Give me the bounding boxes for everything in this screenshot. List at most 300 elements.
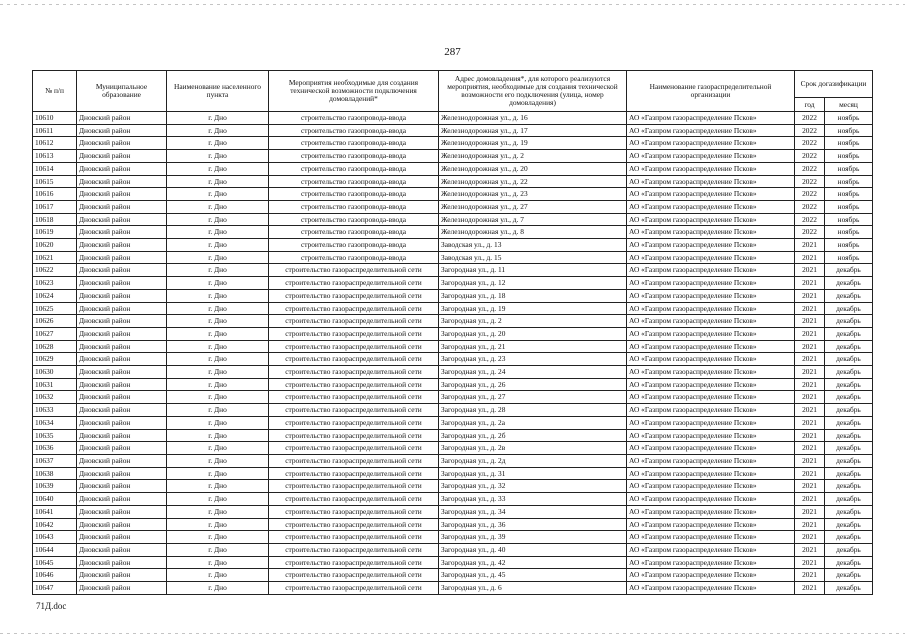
cell-settlement: г. Дно	[167, 391, 269, 404]
table-row	[33, 391, 873, 404]
table-row	[33, 442, 873, 455]
cell-settlement: г. Дно	[167, 226, 269, 239]
cell-month: декабрь	[825, 582, 873, 595]
cell-org: АО «Газпром газораспределение Псков»	[627, 454, 795, 467]
cell-num: 10639	[33, 480, 77, 493]
header-org: Наименование газораспределительной организации	[627, 71, 795, 112]
header-month: месяц	[825, 98, 873, 112]
table-row	[33, 366, 873, 379]
cell-municipality: Дновский район	[77, 213, 167, 226]
cell-org: АО «Газпром газораспределение Псков»	[627, 264, 795, 277]
cell-org: АО «Газпром газораспределение Псков»	[627, 188, 795, 201]
page-number: 287	[444, 46, 461, 58]
cell-month: декабрь	[825, 493, 873, 506]
cell-measures: строительство газораспределительной сети	[269, 327, 439, 340]
cell-org: АО «Газпром газораспределение Псков»	[627, 391, 795, 404]
cell-municipality: Дновский район	[77, 137, 167, 150]
footer-filename: 71Д.doc	[36, 601, 67, 611]
cell-year: 2021	[795, 289, 825, 302]
cell-month: декабрь	[825, 416, 873, 429]
table-row	[33, 353, 873, 366]
cell-year: 2021	[795, 264, 825, 277]
cell-measures: строительство газораспределительной сети	[269, 429, 439, 442]
cell-municipality: Дновский район	[77, 378, 167, 391]
cell-month: ноябрь	[825, 226, 873, 239]
cell-num: 10647	[33, 582, 77, 595]
table-row	[33, 137, 873, 150]
cell-year: 2021	[795, 429, 825, 442]
cell-address: Загородная ул., д. 39	[439, 531, 627, 544]
cell-measures: строительство газораспределительной сети	[269, 378, 439, 391]
cell-measures: строительство газопровода-ввода	[269, 226, 439, 239]
cell-municipality: Дновский район	[77, 124, 167, 137]
cell-settlement: г. Дно	[167, 251, 269, 264]
cell-address: Железнодорожная ул., д. 20	[439, 162, 627, 175]
cell-address: Железнодорожная ул., д. 16	[439, 112, 627, 125]
cell-address: Загородная ул., д. 27	[439, 391, 627, 404]
cell-year: 2021	[795, 302, 825, 315]
cell-settlement: г. Дно	[167, 582, 269, 595]
cell-address: Загородная ул., д. 23	[439, 353, 627, 366]
cell-municipality: Дновский район	[77, 569, 167, 582]
cell-address: Загородная ул., д. 36	[439, 518, 627, 531]
header-num: № п/п	[33, 71, 77, 112]
cell-measures: строительство газораспределительной сети	[269, 277, 439, 290]
cell-month: ноябрь	[825, 124, 873, 137]
cell-org: АО «Газпром газораспределение Псков»	[627, 366, 795, 379]
cell-settlement: г. Дно	[167, 112, 269, 125]
table-row	[33, 315, 873, 328]
table-row	[33, 112, 873, 125]
cell-measures: строительство газопровода-ввода	[269, 112, 439, 125]
cell-address: Загородная ул., д. 2	[439, 315, 627, 328]
cell-num: 10640	[33, 493, 77, 506]
cell-address: Железнодорожная ул., д. 22	[439, 175, 627, 188]
cell-municipality: Дновский район	[77, 543, 167, 556]
cell-org: АО «Газпром газораспределение Псков»	[627, 327, 795, 340]
cell-measures: строительство газораспределительной сети	[269, 366, 439, 379]
cell-settlement: г. Дно	[167, 429, 269, 442]
cell-num: 10642	[33, 518, 77, 531]
cell-year: 2021	[795, 416, 825, 429]
cell-municipality: Дновский район	[77, 175, 167, 188]
table-row	[33, 543, 873, 556]
cell-num: 10645	[33, 556, 77, 569]
table-row	[33, 277, 873, 290]
cell-address: Загородная ул., д. 2а	[439, 416, 627, 429]
cell-year: 2021	[795, 327, 825, 340]
cell-measures: строительство газопровода-ввода	[269, 150, 439, 163]
cell-address: Загородная ул., д. 12	[439, 277, 627, 290]
cell-address: Загородная ул., д. 26	[439, 378, 627, 391]
cell-measures: строительство газораспределительной сети	[269, 302, 439, 315]
cell-address: Загородная ул., д. 42	[439, 556, 627, 569]
cell-month: декабрь	[825, 518, 873, 531]
table-row	[33, 289, 873, 302]
cell-num: 10613	[33, 150, 77, 163]
cell-measures: строительство газопровода-ввода	[269, 239, 439, 252]
cell-year: 2022	[795, 137, 825, 150]
cell-municipality: Дновский район	[77, 404, 167, 417]
cell-municipality: Дновский район	[77, 353, 167, 366]
cell-municipality: Дновский район	[77, 442, 167, 455]
table-row	[33, 264, 873, 277]
cell-org: АО «Газпром газораспределение Псков»	[627, 162, 795, 175]
cell-municipality: Дновский район	[77, 556, 167, 569]
table-row	[33, 493, 873, 506]
cell-num: 10638	[33, 467, 77, 480]
cell-num: 10624	[33, 289, 77, 302]
cell-month: декабрь	[825, 366, 873, 379]
cell-year: 2022	[795, 226, 825, 239]
cell-num: 10627	[33, 327, 77, 340]
cell-month: ноябрь	[825, 112, 873, 125]
cell-year: 2022	[795, 213, 825, 226]
cell-measures: строительство газораспределительной сети	[269, 543, 439, 556]
cell-year: 2021	[795, 454, 825, 467]
cell-settlement: г. Дно	[167, 150, 269, 163]
table-row	[33, 404, 873, 417]
cell-address: Загородная ул., д. 2б	[439, 429, 627, 442]
cell-org: АО «Газпром газораспределение Псков»	[627, 277, 795, 290]
cell-year: 2021	[795, 582, 825, 595]
cell-month: декабрь	[825, 391, 873, 404]
cell-month: декабрь	[825, 442, 873, 455]
cell-org: АО «Газпром газораспределение Псков»	[627, 531, 795, 544]
cell-month: ноябрь	[825, 150, 873, 163]
cell-settlement: г. Дно	[167, 264, 269, 277]
cell-org: АО «Газпром газораспределение Псков»	[627, 480, 795, 493]
cell-municipality: Дновский район	[77, 467, 167, 480]
cell-settlement: г. Дно	[167, 200, 269, 213]
table-row	[33, 302, 873, 315]
cell-measures: строительство газораспределительной сети	[269, 416, 439, 429]
cell-year: 2021	[795, 340, 825, 353]
cell-measures: строительство газопровода-ввода	[269, 200, 439, 213]
cell-num: 10628	[33, 340, 77, 353]
cell-org: АО «Газпром газораспределение Псков»	[627, 416, 795, 429]
cell-address: Железнодорожная ул., д. 23	[439, 188, 627, 201]
cell-settlement: г. Дно	[167, 569, 269, 582]
cell-municipality: Дновский район	[77, 518, 167, 531]
cell-month: декабрь	[825, 543, 873, 556]
cell-measures: строительство газораспределительной сети	[269, 493, 439, 506]
cell-month: ноябрь	[825, 251, 873, 264]
cell-month: декабрь	[825, 353, 873, 366]
table-row	[33, 239, 873, 252]
header-measures: Мероприятия необходимые для создания технической возможности подключения домовладений*	[269, 71, 439, 112]
cell-address: Загородная ул., д. 2в	[439, 442, 627, 455]
cell-measures: строительство газораспределительной сети	[269, 264, 439, 277]
table-row	[33, 124, 873, 137]
cell-num: 10623	[33, 277, 77, 290]
cell-measures: строительство газораспределительной сети	[269, 582, 439, 595]
cell-year: 2021	[795, 556, 825, 569]
header-settlement: Наименование населенного пункта	[167, 71, 269, 112]
cell-org: АО «Газпром газораспределение Псков»	[627, 493, 795, 506]
cell-settlement: г. Дно	[167, 353, 269, 366]
cell-address: Загородная ул., д. 28	[439, 404, 627, 417]
cell-municipality: Дновский район	[77, 505, 167, 518]
cell-municipality: Дновский район	[77, 277, 167, 290]
cell-org: АО «Газпром газораспределение Псков»	[627, 150, 795, 163]
cell-address: Железнодорожная ул., д. 2	[439, 150, 627, 163]
cell-num: 10644	[33, 543, 77, 556]
cell-address: Загородная ул., д. 6	[439, 582, 627, 595]
cell-num: 10618	[33, 213, 77, 226]
cell-settlement: г. Дно	[167, 315, 269, 328]
cell-address: Загородная ул., д. 40	[439, 543, 627, 556]
cell-measures: строительство газопровода-ввода	[269, 162, 439, 175]
cell-num: 10631	[33, 378, 77, 391]
cell-municipality: Дновский район	[77, 188, 167, 201]
cell-num: 10633	[33, 404, 77, 417]
cell-settlement: г. Дно	[167, 162, 269, 175]
cell-settlement: г. Дно	[167, 416, 269, 429]
cell-num: 10611	[33, 124, 77, 137]
cell-org: АО «Газпром газораспределение Псков»	[627, 556, 795, 569]
cell-address: Загородная ул., д. 11	[439, 264, 627, 277]
table-row	[33, 251, 873, 264]
cell-address: Загородная ул., д. 19	[439, 302, 627, 315]
cell-municipality: Дновский район	[77, 582, 167, 595]
cell-num: 10614	[33, 162, 77, 175]
cell-settlement: г. Дно	[167, 213, 269, 226]
cell-year: 2021	[795, 531, 825, 544]
table-row	[33, 200, 873, 213]
cell-num: 10619	[33, 226, 77, 239]
cell-municipality: Дновский район	[77, 112, 167, 125]
cell-month: декабрь	[825, 480, 873, 493]
cell-month: декабрь	[825, 556, 873, 569]
table-row	[33, 467, 873, 480]
cell-month: ноябрь	[825, 162, 873, 175]
cell-org: АО «Газпром газораспределение Псков»	[627, 175, 795, 188]
cell-measures: строительство газораспределительной сети	[269, 518, 439, 531]
header-deadline: Срок догазификации	[795, 71, 873, 98]
cell-org: АО «Газпром газораспределение Псков»	[627, 137, 795, 150]
cell-org: АО «Газпром газораспределение Псков»	[627, 289, 795, 302]
cell-month: ноябрь	[825, 175, 873, 188]
cell-org: АО «Газпром газораспределение Псков»	[627, 200, 795, 213]
cell-num: 10626	[33, 315, 77, 328]
cell-month: декабрь	[825, 277, 873, 290]
cell-settlement: г. Дно	[167, 518, 269, 531]
cell-municipality: Дновский район	[77, 251, 167, 264]
cell-settlement: г. Дно	[167, 366, 269, 379]
cell-num: 10622	[33, 264, 77, 277]
cell-org: АО «Газпром газораспределение Псков»	[627, 251, 795, 264]
cell-num: 10615	[33, 175, 77, 188]
cell-month: декабрь	[825, 315, 873, 328]
cell-num: 10620	[33, 239, 77, 252]
cell-municipality: Дновский район	[77, 480, 167, 493]
cell-address: Железнодорожная ул., д. 19	[439, 137, 627, 150]
cell-year: 2021	[795, 239, 825, 252]
cell-org: АО «Газпром газораспределение Псков»	[627, 315, 795, 328]
cell-year: 2021	[795, 315, 825, 328]
cell-org: АО «Газпром газораспределение Псков»	[627, 124, 795, 137]
cell-org: АО «Газпром газораспределение Псков»	[627, 543, 795, 556]
cell-num: 10617	[33, 200, 77, 213]
cell-settlement: г. Дно	[167, 137, 269, 150]
cell-municipality: Дновский район	[77, 327, 167, 340]
cell-settlement: г. Дно	[167, 302, 269, 315]
cell-month: декабрь	[825, 505, 873, 518]
cell-address: Загородная ул., д. 20	[439, 327, 627, 340]
cell-month: ноябрь	[825, 239, 873, 252]
cell-municipality: Дновский район	[77, 162, 167, 175]
cell-year: 2022	[795, 150, 825, 163]
cell-measures: строительство газопровода-ввода	[269, 124, 439, 137]
cell-municipality: Дновский район	[77, 416, 167, 429]
cell-municipality: Дновский район	[77, 454, 167, 467]
cell-year: 2021	[795, 467, 825, 480]
cell-month: декабрь	[825, 454, 873, 467]
cell-num: 10646	[33, 569, 77, 582]
cell-municipality: Дновский район	[77, 226, 167, 239]
cell-settlement: г. Дно	[167, 531, 269, 544]
cell-settlement: г. Дно	[167, 327, 269, 340]
table-row	[33, 531, 873, 544]
table-row	[33, 150, 873, 163]
cell-municipality: Дновский район	[77, 264, 167, 277]
cell-address: Железнодорожная ул., д. 17	[439, 124, 627, 137]
cell-settlement: г. Дно	[167, 454, 269, 467]
cell-month: декабрь	[825, 264, 873, 277]
cell-measures: строительство газопровода-ввода	[269, 175, 439, 188]
cell-org: АО «Газпром газораспределение Псков»	[627, 569, 795, 582]
scan-line-bottom	[0, 633, 905, 634]
cell-org: АО «Газпром газораспределение Псков»	[627, 213, 795, 226]
table-row	[33, 162, 873, 175]
table-row	[33, 175, 873, 188]
table-row	[33, 505, 873, 518]
cell-settlement: г. Дно	[167, 188, 269, 201]
cell-year: 2021	[795, 378, 825, 391]
cell-year: 2021	[795, 277, 825, 290]
cell-address: Загородная ул., д. 24	[439, 366, 627, 379]
table-row	[33, 378, 873, 391]
cell-org: АО «Газпром газораспределение Псков»	[627, 404, 795, 417]
cell-num: 10621	[33, 251, 77, 264]
cell-num: 10643	[33, 531, 77, 544]
cell-month: декабрь	[825, 302, 873, 315]
cell-municipality: Дновский район	[77, 340, 167, 353]
table-row	[33, 327, 873, 340]
cell-year: 2021	[795, 569, 825, 582]
cell-address: Загородная ул., д. 31	[439, 467, 627, 480]
cell-num: 10636	[33, 442, 77, 455]
cell-measures: строительство газораспределительной сети	[269, 505, 439, 518]
cell-municipality: Дновский район	[77, 531, 167, 544]
cell-measures: строительство газораспределительной сети	[269, 340, 439, 353]
cell-address: Загородная ул., д. 33	[439, 493, 627, 506]
cell-year: 2022	[795, 200, 825, 213]
cell-settlement: г. Дно	[167, 493, 269, 506]
table-row	[33, 226, 873, 239]
cell-settlement: г. Дно	[167, 467, 269, 480]
cell-municipality: Дновский район	[77, 391, 167, 404]
cell-year: 2021	[795, 404, 825, 417]
cell-org: АО «Газпром газораспределение Псков»	[627, 582, 795, 595]
cell-address: Загородная ул., д. 32	[439, 480, 627, 493]
cell-org: АО «Газпром газораспределение Псков»	[627, 226, 795, 239]
cell-address: Железнодорожная ул., д. 7	[439, 213, 627, 226]
gasification-table	[32, 70, 873, 595]
cell-measures: строительство газораспределительной сети	[269, 480, 439, 493]
cell-year: 2022	[795, 188, 825, 201]
cell-address: Заводская ул., д. 15	[439, 251, 627, 264]
cell-month: ноябрь	[825, 137, 873, 150]
cell-year: 2022	[795, 112, 825, 125]
cell-settlement: г. Дно	[167, 239, 269, 252]
cell-address: Загородная ул., д. 2д	[439, 454, 627, 467]
cell-month: декабрь	[825, 404, 873, 417]
cell-month: декабрь	[825, 429, 873, 442]
cell-num: 10610	[33, 112, 77, 125]
cell-org: АО «Газпром газораспределение Псков»	[627, 340, 795, 353]
cell-year: 2022	[795, 162, 825, 175]
cell-num: 10641	[33, 505, 77, 518]
cell-measures: строительство газопровода-ввода	[269, 213, 439, 226]
cell-municipality: Дновский район	[77, 289, 167, 302]
cell-address: Железнодорожная ул., д. 27	[439, 200, 627, 213]
cell-month: декабрь	[825, 289, 873, 302]
cell-year: 2022	[795, 175, 825, 188]
cell-org: АО «Газпром газораспределение Псков»	[627, 112, 795, 125]
cell-org: АО «Газпром газораспределение Псков»	[627, 505, 795, 518]
cell-settlement: г. Дно	[167, 480, 269, 493]
table-row	[33, 480, 873, 493]
cell-num: 10629	[33, 353, 77, 366]
cell-measures: строительство газопровода-ввода	[269, 251, 439, 264]
cell-measures: строительство газопровода-ввода	[269, 188, 439, 201]
cell-settlement: г. Дно	[167, 378, 269, 391]
cell-month: декабрь	[825, 569, 873, 582]
cell-org: АО «Газпром газораспределение Псков»	[627, 378, 795, 391]
cell-month: декабрь	[825, 327, 873, 340]
cell-month: декабрь	[825, 340, 873, 353]
cell-address: Загородная ул., д. 21	[439, 340, 627, 353]
cell-municipality: Дновский район	[77, 493, 167, 506]
cell-measures: строительство газораспределительной сети	[269, 315, 439, 328]
cell-address: Загородная ул., д. 34	[439, 505, 627, 518]
cell-num: 10632	[33, 391, 77, 404]
cell-year: 2021	[795, 391, 825, 404]
header-address: Адрес домовладения*, для которого реализуются мероприятия, необходимые для создания технической возможности его подключения (улица, номер домовладения)	[439, 71, 627, 112]
cell-num: 10637	[33, 454, 77, 467]
cell-measures: строительство газораспределительной сети	[269, 531, 439, 544]
table-row	[33, 454, 873, 467]
cell-month: ноябрь	[825, 213, 873, 226]
cell-month: декабрь	[825, 378, 873, 391]
cell-month: декабрь	[825, 531, 873, 544]
cell-month: декабрь	[825, 467, 873, 480]
cell-org: АО «Газпром газораспределение Псков»	[627, 239, 795, 252]
cell-year: 2021	[795, 505, 825, 518]
cell-address: Загородная ул., д. 18	[439, 289, 627, 302]
table-body	[33, 112, 873, 595]
cell-measures: строительство газораспределительной сети	[269, 569, 439, 582]
cell-num: 10612	[33, 137, 77, 150]
cell-settlement: г. Дно	[167, 175, 269, 188]
cell-num: 10630	[33, 366, 77, 379]
table-row	[33, 429, 873, 442]
cell-month: ноябрь	[825, 200, 873, 213]
cell-address: Загородная ул., д. 45	[439, 569, 627, 582]
table-row	[33, 416, 873, 429]
